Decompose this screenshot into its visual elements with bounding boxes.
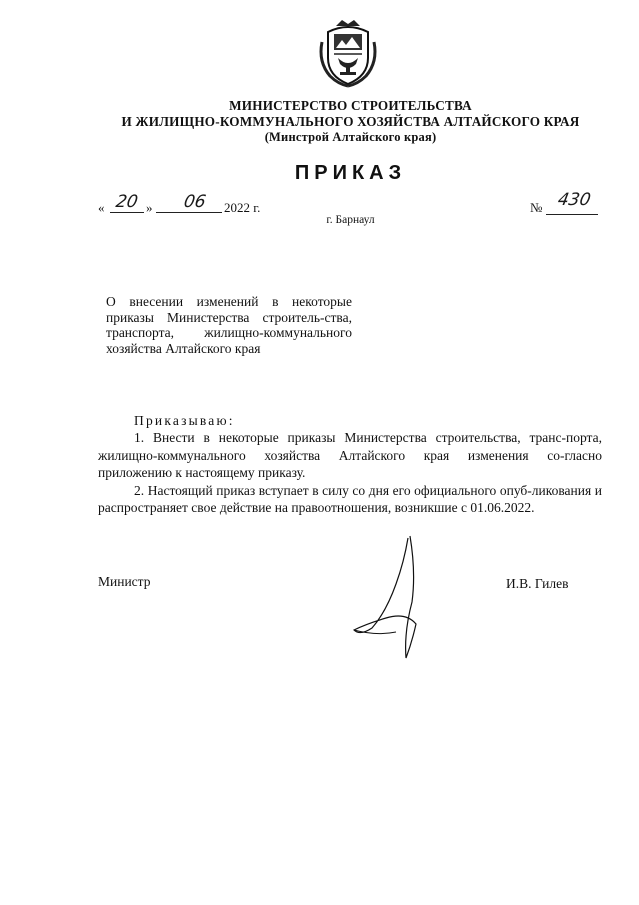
date-open-quote: «: [98, 200, 105, 215]
coat-of-arms-emblem: [316, 18, 380, 88]
order-body: [98, 412, 602, 516]
order-item-2: 2. Настоящий приказ вступает в силу со дня его официального опуб-ликования и распространяет свое действие на правоотношения, возникшие с 01.06.2022.: [98, 482, 602, 516]
signatory-position: Министр: [98, 574, 151, 589]
date-year: 2022 г.: [224, 200, 261, 215]
order-subject: О внесении изменений в некоторые приказы Министерства строитель-ства, транспорта, жилищно-коммунального хозяйства Алтайского края: [106, 294, 352, 356]
handwritten-signature: [346, 532, 436, 662]
signatory-name: И.В. Гилев: [506, 576, 569, 591]
date-day: 20: [114, 192, 140, 212]
ministry-short-name: (Минстрой Алтайского края): [264, 130, 437, 144]
document-title: ПРИКАЗ: [294, 162, 407, 184]
order-item-1: 1. Внести в некоторые приказы Министерства строительства, транс-порта, жилищно-коммунального хозяйства Алтайского края изменения со-гласно приложению к настоящему приказу.: [98, 430, 602, 481]
date-month: 06: [182, 192, 208, 212]
day-underline: [110, 212, 144, 213]
month-underline: [156, 212, 222, 213]
ministry-name-line1: МИНИСТЕРСТВО СТРОИТЕЛЬСТВА: [229, 98, 472, 113]
order-intro: Приказываю:: [134, 413, 235, 428]
ministry-name-line2: И ЖИЛИЩНО-КОММУНАЛЬНОГО ХОЗЯЙСТВА АЛТАЙСКОГО КРАЯ: [121, 114, 580, 129]
order-number: [530, 190, 610, 216]
number-label: №: [530, 200, 543, 215]
city: г. Барнаул: [326, 214, 375, 226]
number-value: 430: [556, 190, 593, 210]
date-close-quote: »: [146, 200, 153, 215]
